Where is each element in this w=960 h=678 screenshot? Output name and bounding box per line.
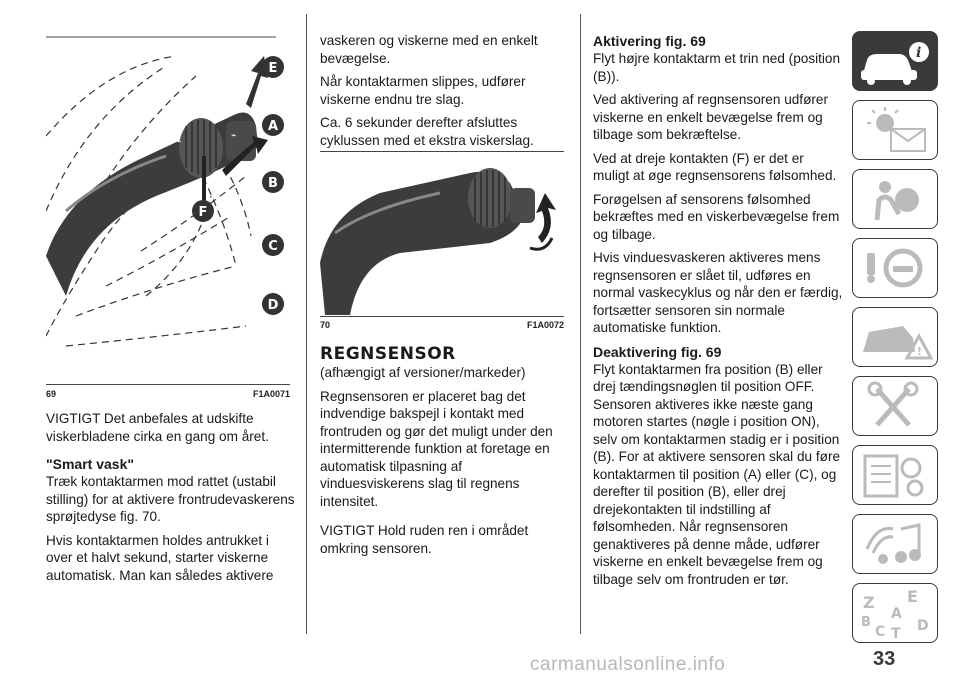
svg-text:!: ! xyxy=(917,345,923,358)
activation-p1: Flyt højre kontaktarm et trin ned (position (B)). xyxy=(593,51,841,84)
svg-text:i: i xyxy=(916,45,922,61)
steering-wheel-icon xyxy=(853,239,937,297)
index-letter-d: D xyxy=(917,618,929,634)
tab-technical-data[interactable] xyxy=(852,445,938,505)
index-icon xyxy=(853,584,937,642)
index-letter-t: T xyxy=(891,626,901,642)
figure-69 xyxy=(46,36,296,381)
position-c-label: C xyxy=(268,239,278,254)
tab-maintenance[interactable] xyxy=(852,376,938,436)
svg-text:⌁: ⌁ xyxy=(176,137,182,147)
index-letter-z: Z xyxy=(863,593,875,612)
smart-wash-p1: Træk kontaktarmen mod rattet (ustabil stilling) for at aktivere frontrudevaskerens sprøjtedyse fig. 70. xyxy=(46,474,295,524)
vigtigt-note-2: VIGTIGT Hold ruden ren i området omkring sensoren. xyxy=(320,523,529,556)
col2-p1: vaskeren og viskerne med en enkelt bevægelse. xyxy=(320,33,538,66)
figure-70-number: 70 xyxy=(320,320,331,330)
deactivation-p1: Flyt kontaktarmen fra position (B) eller drej tændingsnøglen til position OFF. Sensoren aktiveres ikke næste gang motoren startes (nøgle i position ON), selv om kontaktarmen stadig er i position (B). For at aktivere sensoren skal du føre kontaktarmen til position (A) eller (C), og derefter til position (B), eller drej drejekontakten til indstilling af følsomheden. Når regnsensoren genaktiveres på denne måde, udfører viskerne en enkelt bevægelse frem og tilbage selv om frontruden er tør. xyxy=(593,361,841,587)
technical-data-icon xyxy=(853,446,937,504)
chapter-sidebar xyxy=(852,31,938,652)
figure-69-code: F1A0071 xyxy=(252,389,290,399)
tab-airbag-safety[interactable] xyxy=(852,169,938,229)
figure-70 xyxy=(320,153,564,315)
col2-top-text xyxy=(320,32,570,155)
index-letter-a: A xyxy=(891,606,902,622)
breakdown-icon xyxy=(853,308,937,366)
rain-sensor-heading: REGNSENSOR xyxy=(320,344,456,364)
tab-car-info[interactable] xyxy=(852,31,938,91)
figure-70-code: F1A0072 xyxy=(526,320,564,330)
position-a-label: A xyxy=(267,119,279,134)
figure-69-number: 69 xyxy=(46,389,57,399)
smart-wash-title: "Smart vask" xyxy=(46,456,134,472)
washer-stalk-illustration xyxy=(320,153,564,315)
watermark: carmanualsonline.info xyxy=(530,654,726,675)
position-b-label: B xyxy=(268,176,278,191)
activation-heading: Aktivering fig. 69 xyxy=(593,33,706,49)
deactivation-heading: Deaktivering fig. 69 xyxy=(593,343,722,360)
activation-p3: Ved at dreje kontakten (F) er det er muligt at øge regnsensorens følsomhed. xyxy=(593,150,837,183)
tab-steering-wheel[interactable] xyxy=(852,238,938,298)
vigtigt-note-1: VIGTIGT Det anbefales at udskifte viskerbladene cirka en gang om året. xyxy=(46,411,269,444)
index-letter-c: C xyxy=(875,624,886,640)
page-number: 33 xyxy=(873,648,896,670)
car-info-icon xyxy=(853,32,937,90)
activation-p5: Hvis vinduesvaskeren aktiveres mens regnsensoren er slået til, udføres en normal vaskecyklus og når den er færdig, fortsætter sensoren sin normale automatiske funktion. xyxy=(593,250,843,335)
maintenance-icon xyxy=(853,377,937,435)
multimedia-icon xyxy=(853,515,937,573)
svg-text:⌁: ⌁ xyxy=(231,131,237,141)
col2-p2: Når kontaktarmen slippes, udfører viskerne endnu tre slag. xyxy=(320,74,526,107)
position-f-label: F xyxy=(198,205,208,220)
col2-bottom-text xyxy=(320,344,570,563)
smart-wash-p2: Hvis kontaktarmen holdes antrukket i over et halvt sekund, starter viskerne automatisk. Man kan således aktivere xyxy=(46,532,274,583)
figure-70-caption xyxy=(320,320,564,330)
index-letter-b: B xyxy=(861,615,871,630)
warning-lights-icon xyxy=(853,101,937,159)
col1-text xyxy=(46,410,296,590)
figure-69-caption xyxy=(46,389,290,399)
activation-p2: Ved aktivering af regnsensoren udfører viskerne en enkelt bevægelse frem og tilbage som bekræftelse. xyxy=(593,92,829,142)
col3-text xyxy=(593,32,843,594)
position-e-label: E xyxy=(268,61,278,76)
rain-sensor-p1: Regnsensoren er placeret bag det indvendige bakspejl i kontakt med frontruden og gør det muligt under den intermitterende funktion at foretage en automatisk tilpasning af vinduesviskerens slag til regnens intensitet. xyxy=(320,388,553,509)
col2-p3: Ca. 6 sekunder derefter afsluttes cyklussen med et ekstra viskerslag. xyxy=(320,115,534,148)
wiper-stalk-illustration xyxy=(46,36,296,381)
tab-breakdown[interactable] xyxy=(852,307,938,367)
tab-multimedia[interactable] xyxy=(852,514,938,574)
tab-index[interactable] xyxy=(852,583,938,643)
activation-p4: Forøgelsen af sensorens følsomhed bekræftes med en viskerbevægelse frem og tilbage. xyxy=(593,191,840,242)
position-d-label: D xyxy=(267,298,279,313)
airbag-safety-icon xyxy=(853,170,937,228)
rain-sensor-subtitle: (afhængigt af versioner/markeder) xyxy=(320,365,526,380)
tab-warning-lights[interactable] xyxy=(852,100,938,160)
index-letter-e: E xyxy=(907,587,918,606)
